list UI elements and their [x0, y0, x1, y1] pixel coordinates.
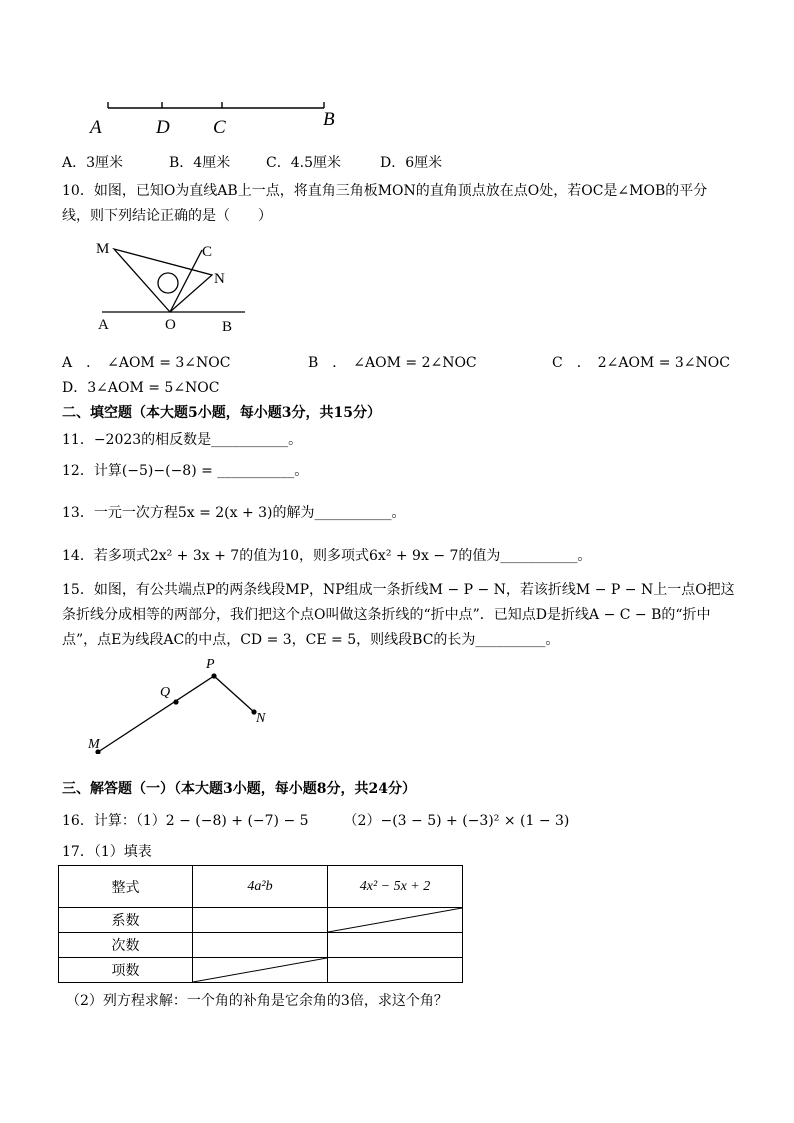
- q15-line3: 点”，点E为线段AC的中点，CD = 3，CE = 5，则线段BC的长为__________。: [62, 632, 560, 648]
- table-row-label: 系数: [59, 908, 193, 933]
- q15-line2: 条折线分成相等的两部分，我们把这个点O叫做这条折线的“折中点”．已知点D是折线A − C − B的“折中: [62, 607, 711, 623]
- q10-line2: 线，则下列结论正确的是（ ）: [62, 208, 272, 224]
- diagonal-slash: [193, 958, 327, 982]
- q10-line1: 10．如图，已知O为直线AB上一点，将直角三角板MON的直角顶点放在点O处，若OC是∠MOB的平分: [62, 183, 708, 199]
- section3-title: 三、解答题（一）（本大题3小题，每小题8分，共24分）: [62, 781, 416, 797]
- label-A: A: [90, 117, 102, 138]
- q9-option-d: D．6厘米: [380, 155, 443, 171]
- q13: 13．一元一次方程5x = 2(x + 3)的解为___________。: [62, 505, 406, 521]
- q17-part2: （2）列方程求解：一个角的补角是它余角的3倍，求这个角？: [66, 993, 448, 1009]
- q11: 11．−2023的相反数是___________。: [62, 432, 303, 448]
- fill-table: [58, 865, 463, 983]
- q9-option-b: B．4厘米: [169, 155, 231, 171]
- angle-figure: [90, 236, 260, 336]
- label-C: C: [213, 117, 226, 138]
- q10-option-d: D．3∠AOM = 5∠NOC: [62, 380, 220, 396]
- table-header-cell: 整式: [59, 866, 193, 908]
- table-cell[interactable]: [328, 933, 463, 958]
- polyline-figure: [84, 654, 284, 754]
- table-cell[interactable]: [328, 958, 463, 983]
- table-cell[interactable]: [193, 908, 328, 933]
- label-A2: A: [98, 317, 109, 333]
- table-header-cell: 4x² − 5x + 2: [328, 866, 463, 908]
- q10-option-c: C ． 2∠AOM = 3∠NOC: [552, 355, 730, 371]
- table-cell-struck: [193, 958, 328, 983]
- table-cell-struck: [328, 908, 463, 933]
- q10-option-b: B ． ∠AOM = 2∠NOC: [308, 355, 477, 371]
- label-N2: N: [256, 711, 266, 726]
- q14: 14．若多项式2x² + 3x + 7的值为10，则多项式6x² + 9x − 7的值为___________。: [62, 548, 592, 564]
- table-row-label: 项数: [59, 958, 193, 983]
- q9-option-c: C．4.5厘米: [266, 155, 341, 171]
- q16: 16．计算：（1）2 − (−8) + (−7) − 5 （2）−(3 − 5) + (−3)² × (1 − 3): [62, 813, 570, 829]
- q12: 12．计算(−5)−(−8) = ___________。: [62, 463, 309, 479]
- section2-title: 二、填空题（本大题5小题，每小题3分，共15分）: [62, 405, 381, 421]
- label-O: O: [165, 317, 176, 333]
- label-B: B: [323, 109, 335, 130]
- segment-figure: [86, 96, 346, 140]
- q10-option-a: A ． ∠AOM = 3∠NOC: [62, 355, 231, 371]
- diagonal-slash: [328, 908, 462, 932]
- label-P: P: [206, 657, 215, 672]
- table-row-label: 次数: [59, 933, 193, 958]
- table-header-cell: 4a²b: [193, 866, 328, 908]
- label-C2: C: [202, 244, 213, 260]
- table-cell[interactable]: [193, 933, 328, 958]
- q15-line1: 15．如图，有公共端点P的两条线段MP，NP组成一条折线M − P − N，若该折线M − P − N上一点O把这: [62, 582, 735, 598]
- label-D: D: [156, 117, 170, 138]
- label-Q: Q: [160, 685, 171, 700]
- label-N: N: [214, 271, 225, 287]
- label-M2: M: [88, 737, 100, 752]
- q9-option-a: A．3厘米: [62, 155, 124, 171]
- q17-title: 17．（1）填表: [62, 844, 152, 860]
- label-M: M: [96, 241, 110, 257]
- label-B2: B: [222, 319, 233, 335]
